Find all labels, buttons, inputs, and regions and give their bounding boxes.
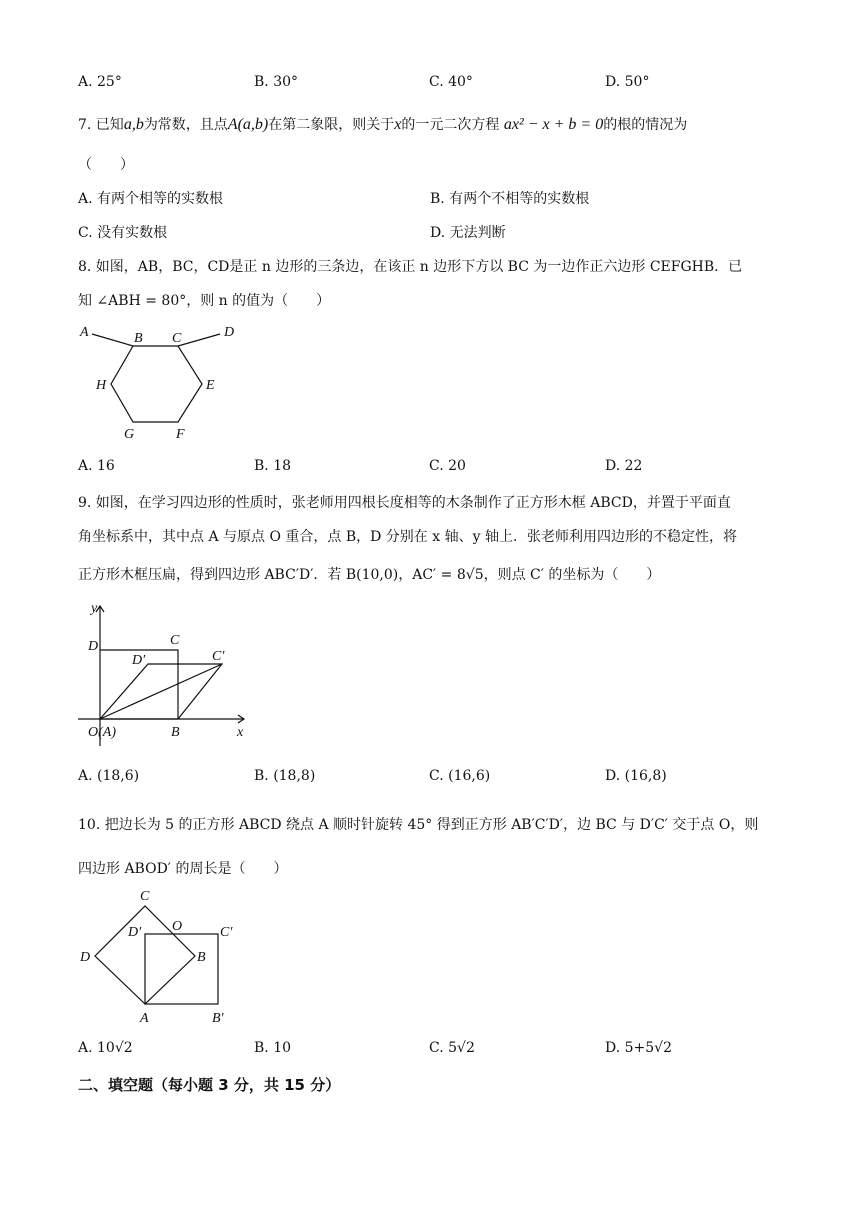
q8-label-b: B — [134, 331, 143, 346]
q9-option-a: A. (18,6) — [78, 768, 140, 784]
q8-label-h: H — [96, 378, 107, 393]
q6-option-b: B. 30° — [254, 74, 299, 90]
q10-option-c: C. 5√2 — [429, 1040, 475, 1056]
q10-label-b-prime: B′ — [212, 1011, 224, 1026]
q6-option-c: C. 40° — [429, 74, 473, 90]
q10-label-d-prime: D′ — [128, 925, 142, 940]
q9-label-y: y — [91, 601, 98, 616]
q7-stem: 7. 已知a,b为常数，且点A(a,b)在第二象限，则关于x的一元二次方程 ax² − x + b = 0的根的情况为 — [78, 116, 688, 133]
q8-option-d: D. 22 — [605, 458, 643, 474]
q7-option-c: C. 没有实数根 — [78, 225, 168, 241]
q9-option-c: C. (16,6) — [429, 768, 491, 784]
q9-label-c-prime: C′ — [212, 649, 225, 664]
q8-label-d: D — [224, 325, 235, 340]
q8-option-b: B. 18 — [254, 458, 292, 474]
q8-label-f: F — [176, 427, 185, 442]
q9-label-d: D — [88, 639, 99, 654]
q10-rotation-figure — [78, 884, 258, 1032]
q9-stem-line1: 9. 如图，在学习四边形的性质时，张老师用四根长度相等的木条制作了正方形木框 ABCD，并置于平面直 — [78, 495, 731, 511]
q7-option-d: D. 无法判断 — [430, 225, 506, 241]
q6-option-d: D. 50° — [605, 74, 650, 90]
q10-stem-line2: 四边形 ABOD′ 的周长是（ ） — [78, 861, 288, 877]
q10-stem-line1: 10. 把边长为 5 的正方形 ABCD 绕点 A 顺时针旋转 45° 得到正方形 AB′C′D′，边 BC 与 D′C′ 交于点 O，则 — [78, 817, 759, 833]
q9-coordinate-figure — [78, 598, 258, 748]
q8-label-a: A — [80, 325, 89, 340]
q8-option-c: C. 20 — [429, 458, 466, 474]
q10-label-c-prime: C′ — [220, 925, 233, 940]
q10-option-b: B. 10 — [254, 1040, 292, 1056]
q9-option-b: B. (18,8) — [254, 768, 316, 784]
q10-option-a: A. 10√2 — [78, 1040, 133, 1056]
q9-label-origin: O(A) — [88, 725, 116, 740]
q8-stem-line1: 8. 如图，AB，BC，CD是正 n 边形的三条边，在该正 n 边形下方以 BC 为一边作正六边形 CEFGHB．已 — [78, 259, 743, 275]
q10-label-b: B — [197, 950, 206, 965]
q10-label-d: D — [80, 950, 91, 965]
q7-option-a: A. 有两个相等的实数根 — [78, 191, 224, 207]
q8-label-g: G — [124, 427, 135, 442]
q6-option-a: A. 25° — [78, 74, 122, 90]
q9-label-c: C — [170, 633, 180, 648]
section-2-title: 二、填空题（每小题 3 分，共 15 分） — [78, 1076, 341, 1094]
q9-label-d-prime: D′ — [132, 653, 146, 668]
q8-stem-line2: 知 ∠ABH = 80°，则 n 的值为（ ） — [78, 293, 331, 309]
q7-paren: （ ） — [78, 157, 134, 173]
q10-label-a: A — [140, 1011, 149, 1026]
q8-label-c: C — [172, 331, 182, 346]
q9-label-b: B — [171, 725, 180, 740]
q10-label-o: O — [172, 919, 183, 934]
q10-option-d: D. 5+5√2 — [605, 1040, 672, 1056]
q10-label-c: C — [140, 889, 150, 904]
q9-label-x: x — [237, 725, 244, 740]
q7-option-b: B. 有两个不相等的实数根 — [430, 191, 590, 207]
q8-hexagon-figure — [78, 318, 248, 446]
q9-option-d: D. (16,8) — [605, 768, 667, 784]
q9-stem-line2: 角坐标系中，其中点 A 与原点 O 重合，点 B，D 分别在 x 轴、y 轴上．张老师利用四边形的不稳定性，将 — [78, 529, 737, 545]
q9-stem-line3: 正方形木框压扁，得到四边形 ABC′D′．若 B(10,0)，AC′ = 8√5，则点 C′ 的坐标为（ ） — [78, 567, 661, 583]
q8-label-e: E — [206, 378, 215, 393]
q8-option-a: A. 16 — [78, 458, 115, 474]
